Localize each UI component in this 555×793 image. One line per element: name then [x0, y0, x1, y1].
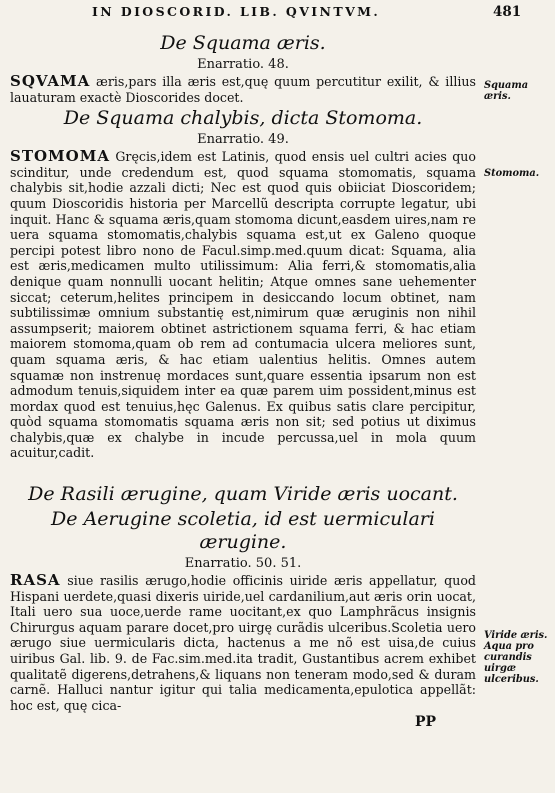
enarratio-48: Enarratio. 48. [197, 57, 289, 72]
paragraph-squama-aeris [10, 74, 476, 105]
margin-note-viride-aeris: Viride æris. Aqua pro curandis uirgæ ulceribus. [484, 630, 548, 685]
enarratio-49: Enarratio. 49. [197, 132, 289, 148]
paragraph-text: æris,pars illa æris est,quę quum percutitur exilit, & illius lauaturam exactè Dioscorides docet. [10, 74, 476, 105]
section-heading-squama-chalybis: De Squama chalybis, dicta Stomoma. [63, 107, 423, 130]
paragraph-text: Gręcis,idem est Latinis, quod ensis uel cultri acies quo scinditur, unde credendum est, quod squama stomomatis, squama chalybis sit,hodie azzali dicti; Nec est quod quis obiiciat Dioscoridem; quum Dioscoridis historia per Marcellũ descripta corrupte legatur, ubi inquit. Hanc & squama æris,quam stomoma dicunt,easdem uires,nam re uera squama stomomatis,chalybis squama est,ut ex Galeno quoque percipi potest libro nono de Facul.simp.med.quum dicat: Squama, alia est æris,medicamen multo utilissimum: Alia ferri,& stomomatis,alia denique quam nonnulli uocant helitin; Atque omnes sane uehementer siccat; ceterum,helites principem in desiccando locum obtinet, nam subtilissimæ omnium substantię est,nimirum quæ æruginis non nihil assumpserit; maiorem obtinet astrictionem squama ferri, & hac etiam maiorem stomoma,quam ob rem ad contumacia ulcera meliores sunt, quam squama æris, & hac etiam ualentius helitis. Omnes autem squamæ non instrenuę mordaces sunt,quare essentia ipsarum non est admodum tenuis,siquidem inter ea quæ parem uim possident,minus est mordax quod est tenuius,hęc Galenus. Ex quibus satis clare percipitur, quòd squama stomomatis squama æris non sit; sed potius ut diximus chalybis,quæ ex chalybe in incude percussa,uel in mola quum acuitur,cadit. [10, 149, 476, 461]
section-spacer [10, 461, 476, 481]
enarratio-50-51: Enarratio. 50. 51. [184, 556, 302, 572]
lead-word: RASA [10, 571, 61, 590]
margin-note-stomoma: Stomoma. [484, 168, 540, 179]
section-heading-rasili-aerugine: De Rasili ærugine, quam Viride æris uocant. [28, 483, 458, 506]
page-number: 481 [493, 4, 522, 20]
catchword: PP [414, 714, 436, 731]
running-head: IN DIOSCORID. LIB. QVINTVM. [92, 4, 381, 19]
paragraph-text: siue rasilis ærugo,hodie officinis uiride æris appellatur, quod Hispani uerdete,quasi dixeris uiride,uel cardanilium,aut æris orin uocat, Itali uero sua uoce,uerde rame uocitant,ex quo Lamphrãcus insignis Chirurgus aquam parare docet,pro uirgę curãdis ulceribus.Scoletia uero ærugo siue uermicularis dicta, hactenus a me nõ est uisa,de cuius uiribus Gal. lib. 9. de Fac.sim.med.ita tradit, Gustantibus acrem exhibet qualitatẽ digerens,detrahens,& liquans non teneram modo,sed & duram carnẽ. Halluci nantur igitur qui talia medicamenta,epulotica appellãt: hoc est, quę cica- [10, 573, 476, 713]
lead-word: STOMOMA [10, 147, 110, 166]
section-heading-squama-aeris: De Squama æris. [160, 32, 326, 54]
paragraph-rasa [10, 573, 476, 713]
section-heading-aerugine-scoletia: De Aerugine scoletia, id est uermiculari ærugine. [51, 508, 435, 554]
margin-note-squama-aeris: Squama æris. [484, 80, 529, 102]
main-text-column [10, 30, 476, 731]
lead-word: SQVAMA [10, 72, 91, 90]
paragraph-stomoma [10, 149, 476, 461]
